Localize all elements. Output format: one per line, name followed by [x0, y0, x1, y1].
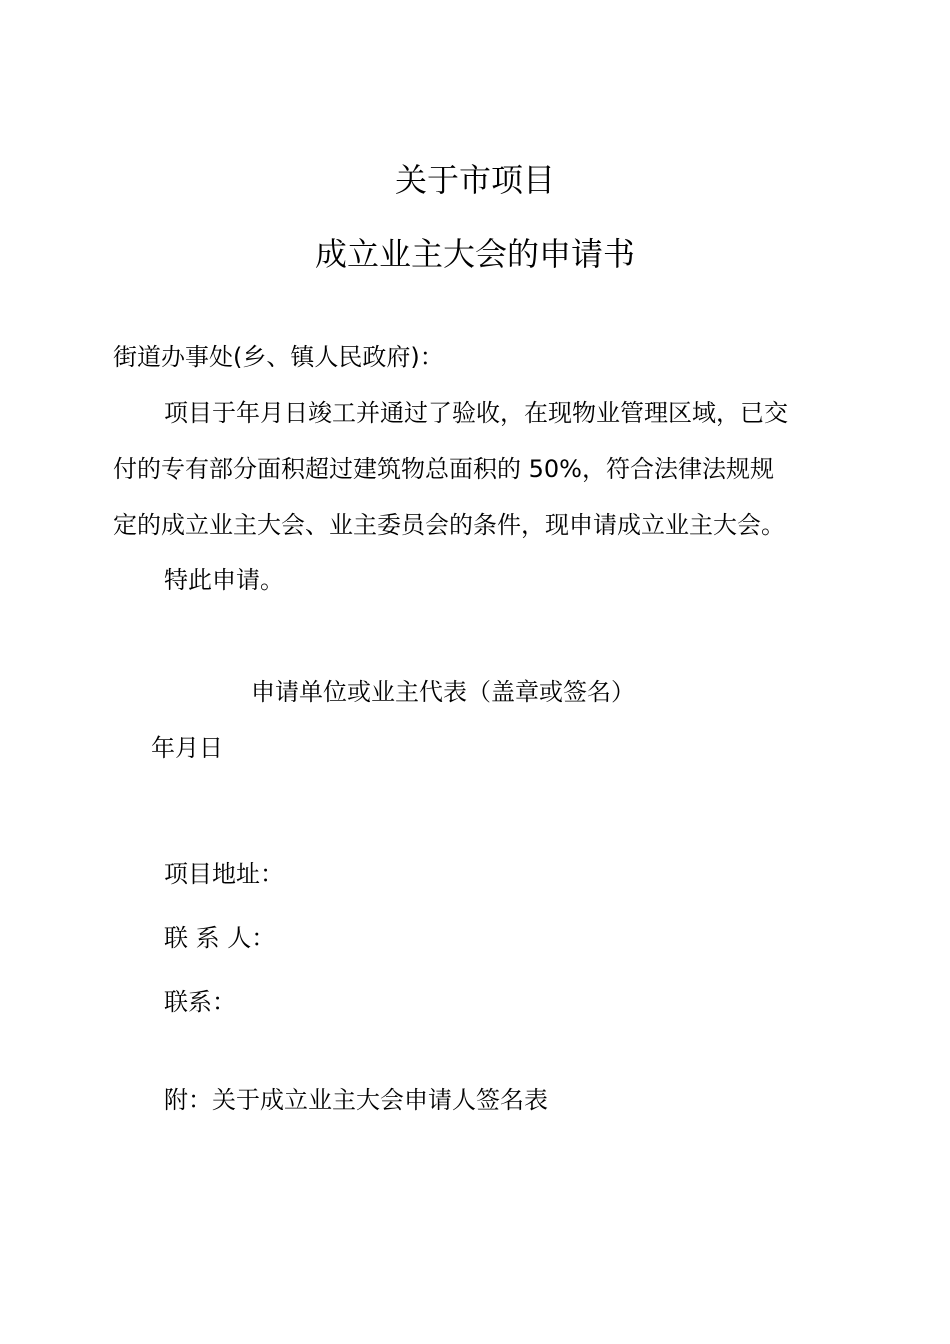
signature-line: 申请单位或业主代表（盖章或签名）	[251, 678, 635, 706]
body-paragraph-line-2: 付的专有部分面积超过建筑物总面积的 50%，符合法律法规规	[113, 455, 774, 483]
closing-text: 特此申请。	[164, 566, 284, 594]
project-address-label: 项目地址：	[164, 860, 284, 888]
contact-phone-label: 联系：	[164, 988, 236, 1016]
document-title-line2: 成立业主大会的申请书	[314, 235, 635, 273]
body-paragraph-line-1: 项目于年月日竣工并通过了验收，在现物业管理区域，已交	[164, 399, 788, 427]
document-title-line1: 关于市项目	[394, 161, 555, 199]
body-paragraph-line-3: 定的成立业主大会、业主委员会的条件，现申请成立业主大会。	[113, 511, 785, 539]
date-line: 年月日	[151, 734, 223, 762]
contact-person-label: 联 系 人：	[164, 924, 276, 952]
salutation: 街道办事处(乡、镇人民政府)：	[113, 343, 444, 371]
attachment-note: 附：关于成立业主大会申请人签名表	[164, 1086, 548, 1114]
